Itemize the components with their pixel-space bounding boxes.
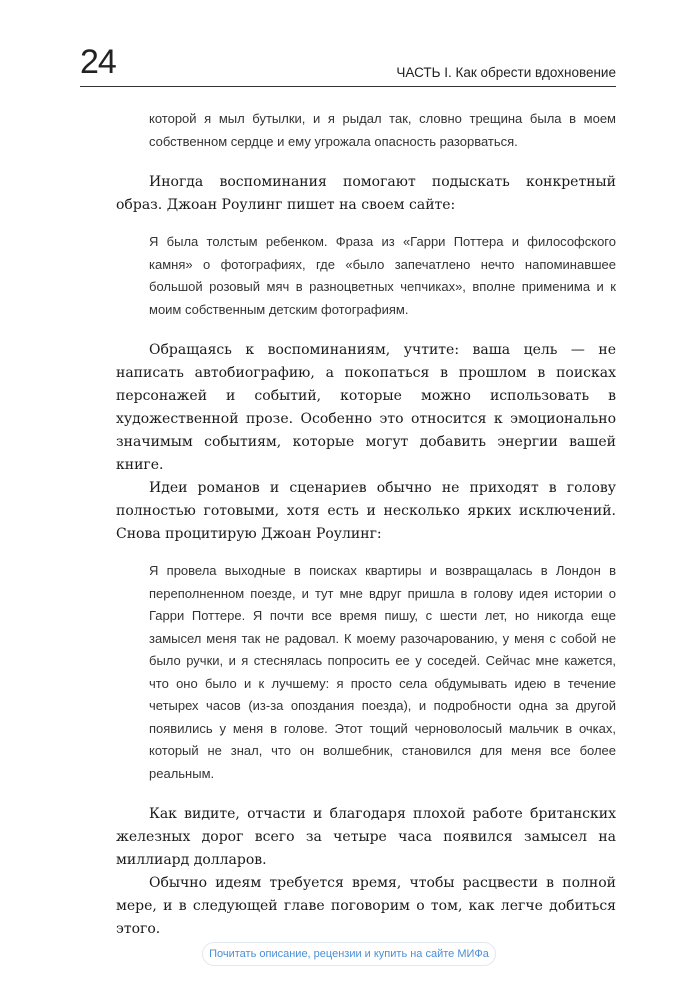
- body-paragraph: Иногда воспоминания помогают подыскать конкретный образ. Джоан Роулинг пишет на своем сайте:: [116, 174, 616, 213]
- body-paragraph: Идеи романов и сценариев обычно не приходят в голову полностью готовыми, хотя есть и несколько ярких исключений. Снова процитирую Джоан Роулинг:: [116, 480, 616, 542]
- buy-on-site-link[interactable]: Почитать описание, рецензии и купить на сайте МИФа: [202, 942, 496, 966]
- body-paragraph: Как видите, отчасти и благодаря плохой работе британских железных дорог всего за четыре часа появился замысел на миллиард долларов.: [116, 806, 616, 868]
- page-number: 24: [80, 43, 116, 81]
- quote-block: Я была толстым ребенком. Фраза из «Гарри Поттера и философского камня» о фотографиях, где «было запечатлено нечто напоминавшее большой розовый мяч в разноцветных чепчиках», вполне применима и к моим собственным детским фотографиям.: [149, 234, 616, 317]
- body-paragraph: Обычно идеям требуется время, чтобы расцвести в полной мере, и в следующей главе поговорим о том, как легче добиться этого.: [116, 875, 616, 937]
- quote-block-tail: которой я мыл бутылки, и я рыдал так, словно трещина была в моем собственном сердце и ему угрожала опасность разорваться.: [149, 111, 616, 149]
- page-content: [116, 108, 616, 941]
- body-paragraph: Обращаясь к воспоминаниям, учтите: ваша цель — не написать автобиографию, а покопаться в прошлом в поисках персонажей и событий, которые можно использовать в художественной прозе. Особенно это относится к эмоционально значимым событиям, которые могут добавить энергии вашей книге.: [116, 342, 616, 473]
- page-header: [80, 40, 616, 87]
- running-title: ЧАСТЬ I. Как обрести вдохновение: [396, 65, 616, 80]
- quote-block: Я провела выходные в поисках квартиры и возвращалась в Лондон в переполненном поезде, и тут мне вдруг пришла в голову идея истории о Гарри Поттере. Я почти все время пишу, с шести лет, но никогда еще замысел меня так не радовал. К моему разочарованию, у меня с собой не было ручки, и я стеснялась попросить ее у соседей. Сейчас мне кажется, что оно было и к лучшему: я просто села обдумывать идею в течение четырех часов (из-за опоздания поезда), и подробности одна за другой появились у меня в голове. Этот тощий черноволосый мальчик в очках, который не знал, что он волшебник, становился для меня все более реальным.: [149, 563, 616, 781]
